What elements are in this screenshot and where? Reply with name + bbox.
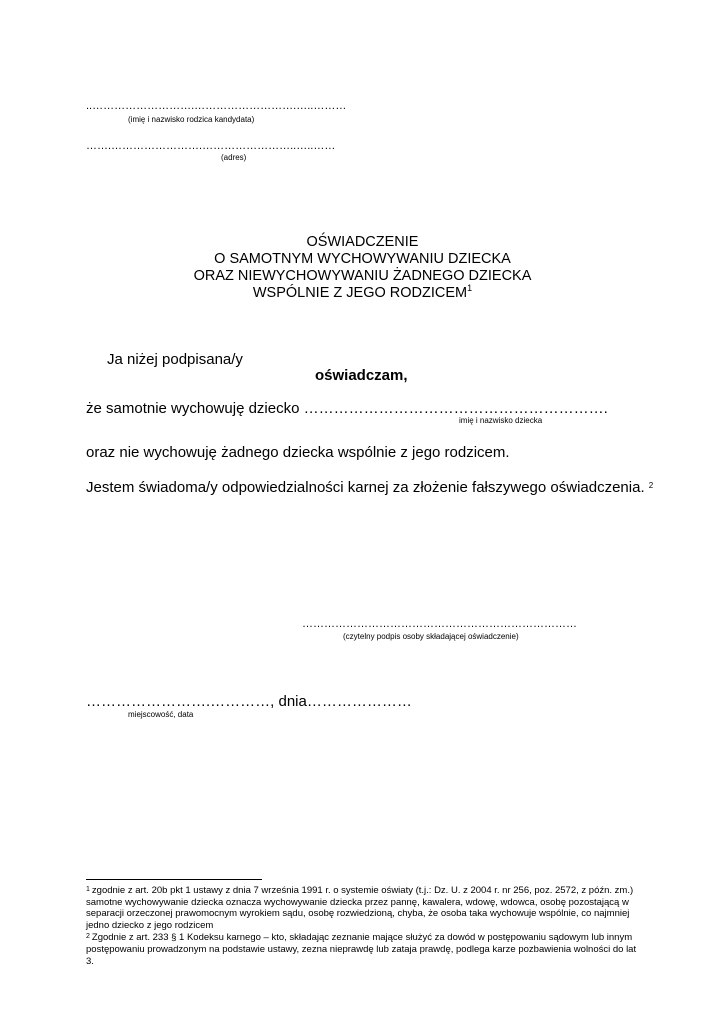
signature-caption: (czytelny podpis osoby składającej oświadczenie) (343, 632, 519, 641)
title-line-4 (0, 285, 725, 301)
title-line-2: O SAMOTNYM WYCHOWYWANIU DZIECKA (214, 251, 511, 267)
signature-field: ………………………………………………………………… (302, 618, 577, 630)
parent-name-field: ..……………………….……………………….…..……… (86, 100, 347, 112)
raising-text: że samotnie wychowuję dziecko ……………………………………………………. (86, 400, 608, 417)
parent-name-caption: (imię i nazwisko rodzica kandydata) (128, 115, 255, 124)
not-raising-text: oraz nie wychowuję żadnego dziecka wspólnie z jego rodzicem. (86, 444, 510, 461)
liability-text: Jestem świadoma/y odpowiedzialności karnej za złożenie fałszywego oświadczenia. (86, 479, 645, 496)
footnote-ref-2: 2 (648, 481, 654, 490)
footnotes (86, 884, 646, 967)
footnote-2-number: 2 (86, 933, 90, 941)
title-line-4-text: WSPÓLNIE Z JEGO RODZICEM (252, 285, 468, 301)
footnote-ref-1: 1 (467, 283, 473, 294)
place-date-caption: miejscowość, data (128, 710, 194, 719)
footnote-1-number: 1 (86, 886, 90, 893)
intro-text: Ja niżej podpisana/y (107, 351, 243, 368)
declare-text: oświadczam, (315, 367, 408, 384)
footnote-1 (86, 884, 646, 931)
footnote-2-text: Zgodnie z art. 233 § 1 Kodeksu karnego – kto, składając zeznanie mające służyć za dowód w postępowaniu sądowym lub innym postępowaniu prowadzonym na podstawie ustawy, zezna nieprawdę lub zataja prawdę, podlega karze pozbawienia wolności do lat 3. (86, 932, 637, 967)
liability-statement (86, 479, 653, 496)
footnote-1-text: zgodnie z art. 20b pkt 1 ustawy z dnia 7 września 1991 r. o systemie oświaty (t.j.: Dz. U. z 2004 r. nr 256, poz. 2572, z późn. zm.) samotne wychowywanie dziecka oznacza wychowywanie dziecka przez pannę, kawalera, wdowę, wdowca, osobę pozostającą w separacji orzeczonej prawomocnym wyrokiem sądu, osobę rozwiedzioną, chyba, że osoba taka wychowuje wspólnie, co najmniej jedno dziecko z jego rodzicem (86, 885, 634, 931)
footnote-2 (86, 931, 646, 967)
child-name-caption: imię i nazwisko dziecka (459, 416, 543, 425)
title-line-3: ORAZ NIEWYCHOWYWANIU ŻADNEGO DZIECKA (193, 268, 532, 284)
address-caption: (adres) (221, 153, 247, 162)
place-date-field: …………………….…………, dnia………………… (86, 693, 412, 710)
title-line-1: OŚWIADCZENIE (306, 234, 419, 250)
footnote-separator (86, 879, 262, 880)
address-field: …….…………………….……………………..…..…… (86, 140, 336, 152)
